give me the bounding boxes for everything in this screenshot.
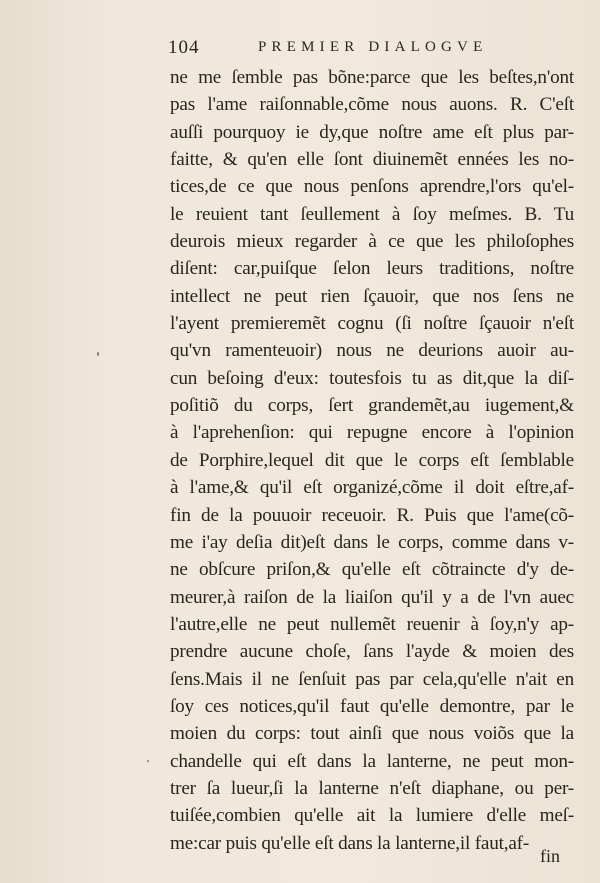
text-line: ne me ſemble pas bõne:parce que les beſtes,n'ont xyxy=(170,67,574,88)
body-text xyxy=(170,64,574,857)
text-line: à l'ame,& qu'il eſt organizé,cõme il doit eſtre,af- xyxy=(170,477,574,499)
text-line: fin de la pouuoir receuoir. R. Puis que l'ame(cõ- xyxy=(170,504,574,526)
paper-speck xyxy=(147,760,149,762)
text-line: le reuient tant ſeullement à ſoy meſmes. B. Tu xyxy=(170,203,574,225)
text-line: l'ayent premieremẽt cognu (ſi noſtre ſçauoir n'eſt xyxy=(170,313,574,335)
text-line: chandelle qui eſt dans la lanterne, ne peut mon- xyxy=(170,750,574,772)
text-line: auſſi pourquoy ie dy,que noſtre ame eſt plus par- xyxy=(170,121,574,143)
text-line: moien du corps: tout ainſi que nous voiõs que la xyxy=(170,723,574,745)
text-line: qu'vn ramenteuoir) nous ne deurions auoir au- xyxy=(170,340,574,362)
text-line: tuiſée,combien qu'elle ait la lumiere d'elle meſ- xyxy=(170,805,574,827)
page-number: 104 xyxy=(168,37,200,58)
text-line: de Porphire,lequel dit que le corps eſt ſemblable xyxy=(170,449,574,471)
text-line: cun beſoing d'eux: toutesfois tu as dit,que la diſ- xyxy=(170,367,574,389)
text-line: à l'aprehenſion: qui repugne encore à l'opinion xyxy=(170,422,574,444)
text-line: pas l'ame raiſonnable,cõme nous auons. R. C'eſt xyxy=(170,94,574,116)
text-line: meurer,à raiſon de la liaiſon qu'il y a de l'vn auec xyxy=(170,586,574,608)
paper-speck xyxy=(97,352,99,356)
text-line: trer ſa lueur,ſi la lanterne n'eſt diaphane, ou per- xyxy=(170,777,574,799)
text-line: prendre aucune choſe, ſans l'ayde & moien des xyxy=(170,641,574,663)
text-line: me:car puis qu'elle eſt dans la lanterne,il faut,af- xyxy=(170,832,530,854)
text-line: faitte, & qu'en elle ſont diuinemẽt ennées les no- xyxy=(170,149,574,171)
text-line: tices,de ce que nous penſons aprendre,l'ors qu'el- xyxy=(170,176,574,198)
text-line: ſens.Mais il ne ſenſuit pas par cela,qu'elle n'ait en xyxy=(170,668,574,690)
text-line: ne obſcure priſon,& qu'elle eſt cõtraincte d'y de- xyxy=(170,559,574,581)
text-line: poſitiõ du corps, ſert grandemẽt,au iugement,& xyxy=(170,395,574,417)
text-line: deurois mieux regarder à ce que les philoſophes xyxy=(170,231,574,253)
text-line: intellect ne peut rien ſçauoir, que nos ſens ne xyxy=(170,285,574,307)
catchword: fin xyxy=(540,846,560,866)
text-line: me i'ay deſia dit)eſt dans le corps, comme dans v- xyxy=(170,531,574,553)
text-line: diſent: car,puiſque ſelon leurs traditions, noſtre xyxy=(170,258,574,280)
running-head: PREMIER DIALOGVE xyxy=(258,39,488,55)
page-header xyxy=(168,37,588,59)
text-line: l'autre,elle ne peut nullemẽt reuenir à ſoy,n'y ap- xyxy=(170,613,574,635)
text-line: ſoy ces notices,qu'il faut qu'elle demontre, par le xyxy=(170,695,574,717)
